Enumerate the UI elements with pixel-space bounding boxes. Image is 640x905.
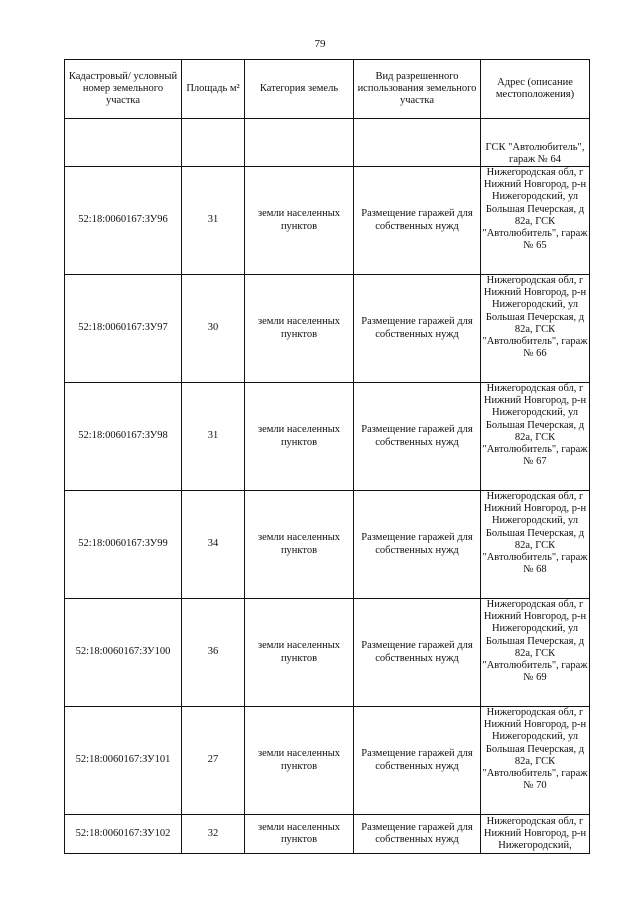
cell-use: Размещение гаражей для собственных нужд — [354, 275, 481, 383]
table-row — [65, 167, 590, 275]
cell-use — [354, 119, 481, 167]
cell-number: 52:18:0060167:ЗУ99 — [65, 491, 182, 599]
cell-category: земли населенных пунктов — [245, 707, 354, 815]
cell-address: Нижегородская обл, г Нижний Новгород, р-н Нижегородский, — [481, 815, 590, 854]
table-row — [65, 383, 590, 491]
cell-number: 52:18:0060167:ЗУ96 — [65, 167, 182, 275]
cell-area: 31 — [182, 167, 245, 275]
cell-use: Размещение гаражей для собственных нужд — [354, 167, 481, 275]
cell-use: Размещение гаражей для собственных нужд — [354, 815, 481, 854]
cell-use: Размещение гаражей для собственных нужд — [354, 383, 481, 491]
cell-category: земли населенных пунктов — [245, 491, 354, 599]
cell-number — [65, 119, 182, 167]
table-row — [65, 599, 590, 707]
cell-use: Размещение гаражей для собственных нужд — [354, 491, 481, 599]
land-plots-table — [64, 59, 590, 854]
cell-category: земли населенных пунктов — [245, 599, 354, 707]
cell-number: 52:18:0060167:ЗУ97 — [65, 275, 182, 383]
cell-area: 32 — [182, 815, 245, 854]
page-number: 79 — [314, 38, 326, 50]
table-row-partial — [65, 815, 590, 854]
cell-category: земли населенных пунктов — [245, 167, 354, 275]
cell-area — [182, 119, 245, 167]
table-row — [65, 275, 590, 383]
cell-use: Размещение гаражей для собственных нужд — [354, 707, 481, 815]
table-header-row — [65, 60, 590, 119]
header-area: Площадь м² — [182, 60, 245, 119]
cell-area: 31 — [182, 383, 245, 491]
cell-number: 52:18:0060167:ЗУ98 — [65, 383, 182, 491]
cell-number: 52:18:0060167:ЗУ102 — [65, 815, 182, 854]
cell-number: 52:18:0060167:ЗУ101 — [65, 707, 182, 815]
cell-area: 36 — [182, 599, 245, 707]
cell-number: 52:18:0060167:ЗУ100 — [65, 599, 182, 707]
cell-address: Нижегородская обл, г Нижний Новгород, р-н Нижегородский, ул Большая Печерская, д 82а, ГСК "Автолюбитель", гараж № 68 — [481, 491, 590, 599]
header-permitted-use: Вид разрешенного использования земельного участка — [354, 60, 481, 119]
table-row — [65, 491, 590, 599]
cell-area: 27 — [182, 707, 245, 815]
cell-category: земли населенных пунктов — [245, 815, 354, 854]
cell-address: Нижегородская обл, г Нижний Новгород, р-н Нижегородский, ул Большая Печерская, д 82а, ГСК "Автолюбитель", гараж № 66 — [481, 275, 590, 383]
table-row-continued — [65, 119, 590, 167]
cell-address: ГСК "Автолюбитель", гараж № 64 — [481, 119, 590, 167]
cell-area: 34 — [182, 491, 245, 599]
header-address: Адрес (описание местоположения) — [481, 60, 590, 119]
table-row — [65, 707, 590, 815]
cell-use: Размещение гаражей для собственных нужд — [354, 599, 481, 707]
cell-address: Нижегородская обл, г Нижний Новгород, р-н Нижегородский, ул Большая Печерская, д 82а, ГСК "Автолюбитель", гараж № 69 — [481, 599, 590, 707]
cell-address: Нижегородская обл, г Нижний Новгород, р-н Нижегородский, ул Большая Печерская, д 82а, ГСК "Автолюбитель", гараж № 65 — [481, 167, 590, 275]
cell-category — [245, 119, 354, 167]
cell-area: 30 — [182, 275, 245, 383]
header-cadastral-number: Кадастровый/ условный номер земельного участка — [65, 60, 182, 119]
header-land-category: Категория земель — [245, 60, 354, 119]
cell-category: земли населенных пунктов — [245, 275, 354, 383]
cell-address: Нижегородская обл, г Нижний Новгород, р-н Нижегородский, ул Большая Печерская, д 82а, ГСК "Автолюбитель", гараж № 70 — [481, 707, 590, 815]
cell-category: земли населенных пунктов — [245, 383, 354, 491]
cell-address: Нижегородская обл, г Нижний Новгород, р-н Нижегородский, ул Большая Печерская, д 82а, ГСК "Автолюбитель", гараж № 67 — [481, 383, 590, 491]
